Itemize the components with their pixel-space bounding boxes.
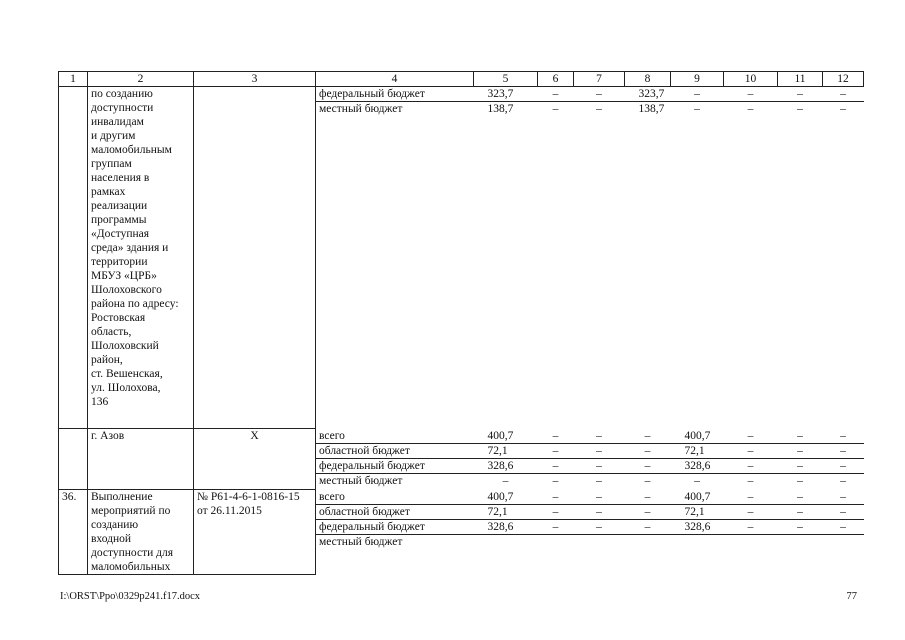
- amount-cell-c7: [574, 429, 625, 490]
- amount-value: –: [724, 459, 778, 474]
- amount-value: –: [694, 103, 700, 115]
- document-ref: Х: [194, 429, 316, 490]
- amount-cell-c6: [538, 429, 574, 490]
- amount-cell-c5: [474, 429, 538, 490]
- funding-source: местный бюджет: [319, 103, 403, 115]
- amount-value: –: [823, 429, 864, 444]
- amount-value: [823, 535, 864, 549]
- funding-source: областной бюджет: [316, 444, 474, 459]
- header-cell: 6: [538, 72, 574, 87]
- header-row: [59, 72, 864, 87]
- header-cell: 11: [778, 72, 823, 87]
- amount-value: –: [596, 474, 602, 487]
- amount-cell-c7: [574, 87, 625, 429]
- amount-value: –: [724, 444, 778, 459]
- amount-value: –: [625, 429, 671, 444]
- amount-cell-c6: [538, 490, 574, 575]
- amount-value: –: [797, 474, 803, 487]
- table-row: [59, 429, 864, 490]
- amount-value: 72,1: [671, 505, 724, 520]
- header-cell: 4: [316, 72, 474, 87]
- amount-value: 328,6: [474, 459, 538, 474]
- amount-value: 323,7: [474, 87, 538, 102]
- amount-value: –: [778, 490, 823, 505]
- amount-cell-c10: [724, 429, 778, 490]
- amount-value: –: [823, 444, 864, 459]
- amount-value: –: [724, 429, 778, 444]
- amount-value: –: [552, 474, 559, 487]
- amount-cell-c8: [625, 429, 671, 490]
- table-row: [59, 490, 864, 575]
- amount-cell-c11: [778, 87, 823, 429]
- funding-source: областной бюджет: [316, 505, 474, 520]
- amount-value: [474, 535, 538, 549]
- amount-value: –: [538, 444, 574, 459]
- header-cell: 8: [625, 72, 671, 87]
- amount-value: –: [823, 520, 864, 535]
- amount-value: –: [538, 490, 574, 505]
- amount-value: –: [724, 505, 778, 520]
- amount-value: 400,7: [474, 490, 538, 505]
- funding-source: федеральный бюджет: [316, 459, 474, 474]
- amount-value: –: [778, 459, 823, 474]
- amount-cell-c11: [778, 490, 823, 575]
- amount-value: –: [778, 87, 823, 102]
- amount-value: 328,6: [671, 459, 724, 474]
- amount-cell-c12: [823, 87, 864, 429]
- funding-source: всего: [316, 429, 474, 444]
- amount-cell-c10: [724, 87, 778, 429]
- amount-value: –: [823, 505, 864, 520]
- header-cell: 12: [823, 72, 864, 87]
- amount-value: –: [502, 474, 509, 487]
- amount-value: –: [724, 490, 778, 505]
- amount-value: –: [552, 103, 559, 115]
- amount-value: –: [625, 520, 671, 535]
- amount-cell-c12: [823, 429, 864, 490]
- amount-value: 323,7: [625, 87, 671, 102]
- amount-cell-c12: [823, 490, 864, 575]
- amount-value: –: [538, 429, 574, 444]
- amount-value: –: [574, 87, 625, 102]
- amount-value: 328,6: [474, 520, 538, 535]
- amount-value: 328,6: [671, 520, 724, 535]
- measure-name: г. Азов: [88, 429, 194, 490]
- funding-source: местный бюджет: [319, 474, 403, 487]
- amount-value: –: [644, 474, 651, 487]
- amount-value: [778, 535, 823, 549]
- amount-value: –: [823, 490, 864, 505]
- amount-value: –: [625, 505, 671, 520]
- amount-cell-c9: [671, 87, 724, 429]
- document-page: [58, 71, 863, 575]
- row-number: [59, 429, 88, 490]
- amount-value: 72,1: [474, 444, 538, 459]
- document-ref: № Р61-4-6-1-0816-15 от 26.11.2015: [194, 490, 316, 575]
- amount-value: 400,7: [671, 429, 724, 444]
- header-cell: 9: [671, 72, 724, 87]
- amount-value: –: [778, 520, 823, 535]
- funding-source: местный бюджет: [319, 535, 403, 548]
- amount-value: –: [574, 505, 625, 520]
- amount-cell-c10: [724, 490, 778, 575]
- funding-source: федеральный бюджет: [316, 87, 474, 102]
- amount-value: –: [574, 444, 625, 459]
- amount-cell-c5: [474, 87, 538, 429]
- amount-value: –: [778, 429, 823, 444]
- amount-cell-c8: [625, 87, 671, 429]
- budget-table: [58, 71, 864, 575]
- amount-value: [724, 535, 778, 549]
- amount-value: –: [574, 459, 625, 474]
- amount-value: –: [778, 505, 823, 520]
- page-footer: [60, 591, 857, 602]
- amount-value: –: [574, 429, 625, 444]
- amount-cell-c7: [574, 490, 625, 575]
- amount-value: 138,7: [638, 103, 665, 115]
- amount-cell-c8: [625, 490, 671, 575]
- amount-value: –: [778, 444, 823, 459]
- header-cell: 10: [724, 72, 778, 87]
- amount-value: –: [840, 474, 846, 487]
- amount-value: –: [747, 474, 754, 487]
- amount-value: –: [671, 87, 724, 102]
- table-row: [59, 87, 864, 429]
- header-cell: 1: [59, 72, 88, 87]
- amount-value: 72,1: [474, 505, 538, 520]
- header-cell: 7: [574, 72, 625, 87]
- amount-cell-c5: [474, 490, 538, 575]
- header-cell: 2: [88, 72, 194, 87]
- funding-source-cell: [316, 490, 474, 575]
- amount-value: –: [625, 490, 671, 505]
- amount-value: 400,7: [474, 429, 538, 444]
- measure-name: по созданию доступности инвалидам и другим маломобильным группам населения в рамках реализации программы «Доступная среда» здания и территории МБУЗ «ЦРБ» Шолоховского района по адресу: Ростовская область, Шолоховский район, ст. Вешенская, ул. Шолохова, 136: [88, 87, 194, 429]
- funding-source-cell: [316, 87, 474, 429]
- amount-value: –: [625, 444, 671, 459]
- amount-cell-c9: [671, 429, 724, 490]
- amount-value: [574, 535, 625, 549]
- amount-value: –: [574, 490, 625, 505]
- amount-value: –: [823, 459, 864, 474]
- amount-value: [671, 535, 724, 549]
- amount-value: –: [596, 103, 602, 115]
- file-path: I:\ORST\Ppo\0329p241.f17.docx: [60, 591, 201, 602]
- amount-value: –: [538, 87, 574, 102]
- amount-value: –: [840, 103, 846, 115]
- amount-value: 400,7: [671, 490, 724, 505]
- amount-value: –: [724, 87, 778, 102]
- header-cell: 5: [474, 72, 538, 87]
- amount-cell-c11: [778, 429, 823, 490]
- measure-name: Выполнение мероприятий по созданию входной доступности для маломобильных: [88, 490, 194, 575]
- amount-value: –: [724, 520, 778, 535]
- funding-source: всего: [316, 490, 474, 505]
- amount-value: –: [694, 474, 700, 487]
- amount-cell-c6: [538, 87, 574, 429]
- amount-value: –: [625, 459, 671, 474]
- amount-value: 72,1: [671, 444, 724, 459]
- amount-value: 138,7: [487, 103, 514, 115]
- amount-value: –: [538, 520, 574, 535]
- amount-cell-c9: [671, 490, 724, 575]
- document-ref: [194, 87, 316, 429]
- funding-source-cell: [316, 429, 474, 490]
- row-number: 36.: [59, 490, 88, 575]
- amount-value: [625, 535, 671, 549]
- amount-value: –: [574, 520, 625, 535]
- amount-value: [538, 535, 574, 549]
- page-number: 77: [846, 591, 857, 602]
- amount-value: –: [823, 87, 864, 102]
- amount-value: –: [747, 103, 754, 115]
- amount-value: –: [538, 505, 574, 520]
- amount-value: –: [538, 459, 574, 474]
- amount-value: –: [797, 103, 803, 115]
- header-cell: 3: [194, 72, 316, 87]
- funding-source: федеральный бюджет: [316, 520, 474, 535]
- row-number: [59, 87, 88, 429]
